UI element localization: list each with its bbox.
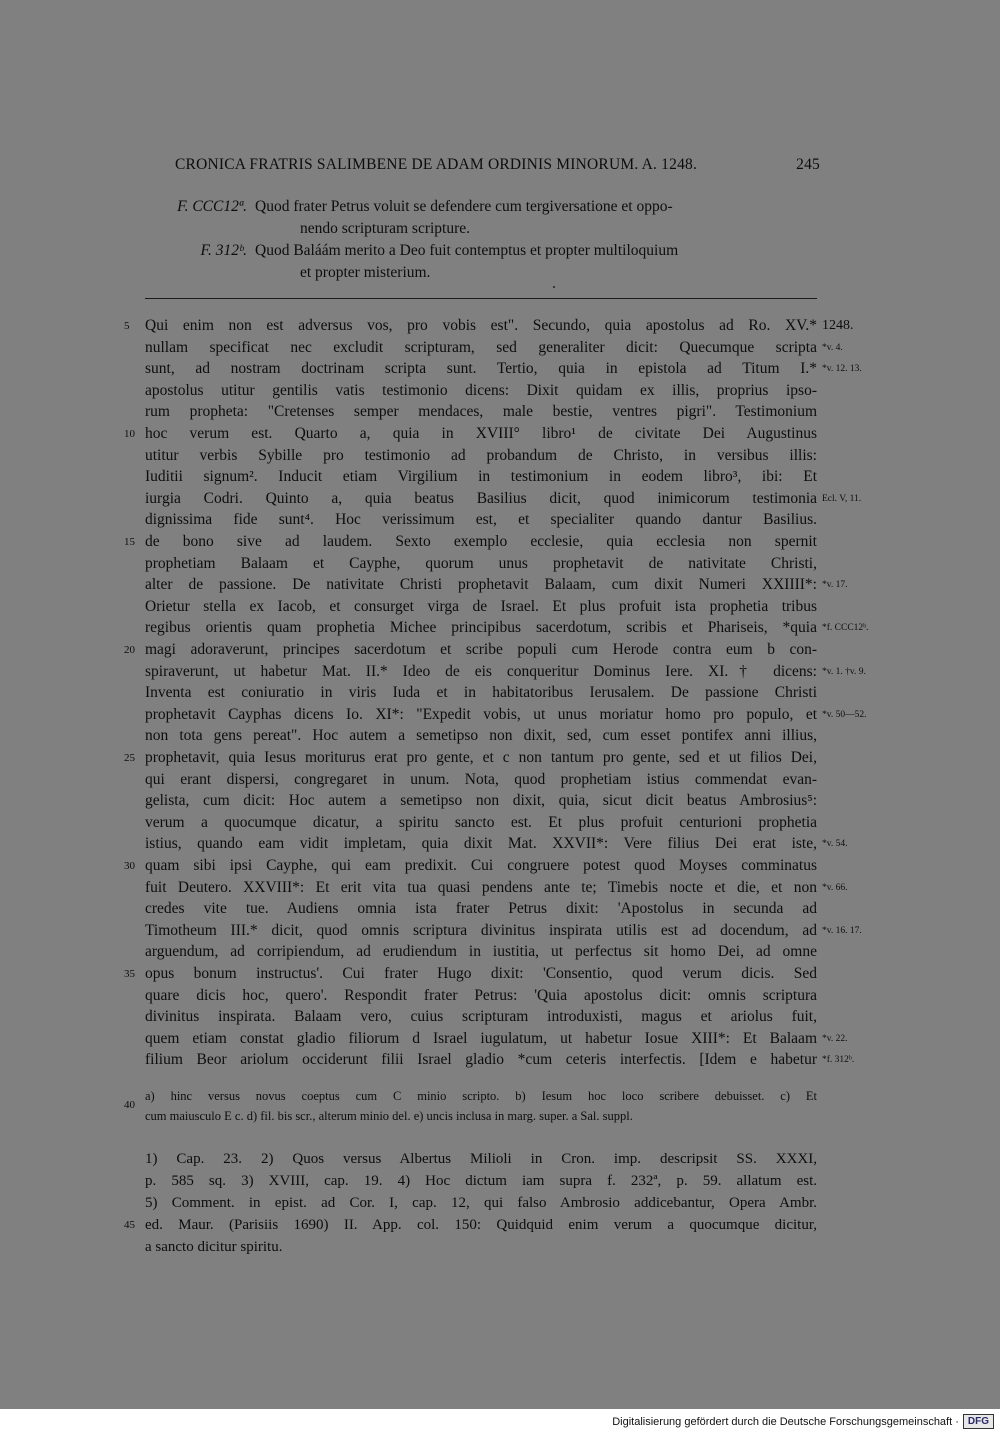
text-line: Iuditii signum². Inducit etiam Virgilium in testimonium in eodem libro³, ibi: Et [145, 468, 817, 485]
ink-speck [553, 286, 555, 288]
margin-note: *v. 22. [822, 1034, 848, 1044]
text-line: prophetavit Cayphas dicens Io. XI*: "Expedit vobis, ut unus moriatur homo pro populo, et [145, 706, 817, 723]
text-line: Qui enim non est adversus vos, pro vobis est". Secundo, quia apostolus ad Ro. XV.* [145, 317, 817, 334]
margin-note: *v. 16. 17. [822, 926, 862, 936]
margin-note: *v. 54. [822, 839, 848, 849]
apparatus-line: a) hinc versus novus coeptus cum C minio scripto. b) Iesum hoc loco scribere debuisset. c) Et [145, 1089, 817, 1103]
text-line: sunt, ad nostram doctrinam scripta sunt. Tertio, quia in epistola ad Titum I.* [145, 360, 817, 377]
page-number: 245 [796, 156, 820, 173]
margin-note: 1248. [822, 318, 854, 333]
text-line: prophetiam Balaam et Cayphe, quorum unus prophetavit de nativitate Christi, [145, 555, 817, 572]
apparatus-line-number: 40 [124, 1099, 135, 1111]
text-line: credes vite tue. Audiens omnia ista frater Petrus dixit: 'Apostolus in secunda ad [145, 900, 817, 917]
text-line: regibus orientis quam prophetia Michee principibus sacerdotum, scribis et Phariseis, *quia [145, 619, 817, 636]
credit-text: Digitalisierung gefördert durch die Deutsche Forschungsgemeinschaft · [612, 1415, 959, 1428]
summary-text: Quod Baláám merito a Deo fuit contemptus et propter multiloquium [255, 242, 679, 259]
text-line: quam sibi ipsi Cayphe, qui eam predixit. Cui congruere potest quod Moyses comminatus [145, 857, 817, 874]
text-line: dignissima fide sunt⁴. Hoc verissimum est, et specialiter quando dantur Basilius. [145, 511, 817, 528]
line-number: 15 [124, 536, 135, 548]
text-line: qui erant dispersi, congregaret in unum. Nota, quod prophetiam istius commendat evan- [145, 771, 817, 788]
text-line: magi adoraverunt, principes sacerdotum et scribe populi cum Herode contra eum b con- [145, 641, 817, 658]
text-line: spiraverunt, ut habetur Mat. II.* Ideo de eis conqueritur Dominus Iere. XI.† dicens: [145, 663, 817, 680]
line-number: 5 [124, 320, 130, 332]
text-line: quare dicis hoc, quero'. Respondit frater Petrus: 'Quia apostolus dicit: omnis scriptura [145, 987, 817, 1004]
text-line: arguendum, ad corripiendum, ad erudiendum in iustitia, ut perfectus sit homo Dei, ad omne [145, 943, 817, 960]
margin-note: *f. CCC12ᵇ. [822, 623, 869, 633]
section-divider [145, 298, 817, 299]
footnote-line: p. 585 sq. 3) XVIII, cap. 19. 4) Hoc dictum iam supra f. 232ª, p. 59. allatum est. [145, 1173, 817, 1189]
line-number: 25 [124, 752, 135, 764]
digitization-credit-bar [0, 1409, 1000, 1434]
text-line: quem etiam constat gladio filiorum d Israel iugulatum, ut habetur Iosue XIII*: Et Balaam [145, 1030, 817, 1047]
text-line: prophetavit, quia Iesus moriturus erat pro gente, et c non tantum pro gente, sed et ut filios Dei, [145, 749, 817, 766]
text-line: Inventa est coniuratio in viris Iuda et in habitatoribus Ierusalem. De passione Christi [145, 684, 817, 701]
folio-ref: F. 312ᵇ. [200, 242, 247, 259]
line-number: 35 [124, 968, 135, 980]
margin-note: *v. 1. †v. 9. [822, 667, 866, 677]
text-line: rum propheta: "Cretenses semper mendaces, male bestie, ventres pigri". Testimonium [145, 403, 817, 420]
chapter-summary-2 [145, 240, 820, 284]
text-line: Orietur stella ex Iacob, et consurget virga de Israel. Et plus profuit ista prophetia tribus [145, 598, 817, 615]
margin-note: *v. 12. 13. [822, 364, 862, 374]
running-title: CRONICA FRATRIS SALIMBENE DE ADAM ORDINIS MINORUM. A. 1248. [175, 156, 698, 173]
margin-note: *f. 312ᵇ. [822, 1055, 855, 1065]
text-line: opus bonum instructus'. Cui frater Hugo dixit: 'Consentio, quod verum dicis. Sed [145, 965, 817, 982]
text-line: Timotheum III.* dicit, quod omnis scriptura divinitus inspirata utilis est ad docendum, ad [145, 922, 817, 939]
margin-note: *v. 66. [822, 883, 848, 893]
text-line: non tota gens pereat". Hoc autem a semetipso non dixit, sed, cum esset pontifex anni illius, [145, 727, 817, 744]
summary-text-cont: et propter misterium. [300, 264, 431, 281]
text-line: filium Beor ariolum occiderunt filii Israel gladio *cum ceteris interfectis. [Idem e habetur [145, 1051, 817, 1068]
chapter-summary-1 [145, 196, 820, 240]
text-line: hoc verum est. Quarto a, quia in XVIII° libro¹ de civitate Dei Augustinus [145, 425, 817, 442]
footnote-line-number: 45 [124, 1219, 135, 1231]
text-line: istius, quando eam vidit impletam, quia dixit Mat. XXVII*: Vere filius Dei erat iste, [145, 835, 817, 852]
text-line: de bono sive ad laudem. Sexto exemplo ecclesie, quia ecclesia non spernit [145, 533, 817, 550]
margin-note: Ecl. V, 11. [822, 494, 862, 504]
line-number: 30 [124, 860, 135, 872]
dfg-logo: DFG [963, 1414, 994, 1429]
line-number: 20 [124, 644, 135, 656]
margin-note: *v. 50—52. [822, 710, 867, 720]
footnote-line: a sancto dicitur spiritu. [145, 1239, 283, 1255]
text-line: nullam specificat nec excludit scripturam, sed generaliter dicit: Quecumque scripta [145, 339, 817, 356]
text-line: utitur verbis Sybille pro testimonio ad probandum de Christo, in versibus illis: [145, 447, 817, 464]
margin-note: *v. 4. [822, 343, 843, 353]
apparatus-line: cum maiusculo E c. d) fil. bis scr., alterum minio del. e) uncis inclusa in marg. super. a Sal. suppl. [145, 1109, 633, 1123]
footnote-line: ed. Maur. (Parisiis 1690) II. App. col. 150: Quidquid enim verum a quocumque dicitur, [145, 1217, 817, 1233]
folio-ref: F. CCC12ª. [177, 198, 247, 215]
text-line: alter de passione. De nativitate Christi prophetavit Balaam, cum dixit Numeri XXIIII*: [145, 576, 817, 593]
summary-text-cont: nendo scripturam scripture. [300, 220, 471, 237]
text-line: fuit Deutero. XXVIII*: Et erit vita tua quasi pendens ante te; Timebis nocte et die, et non [145, 879, 817, 896]
text-line: gelista, cum dicit: Hoc autem a semetipso non dixit, quia, sicut dicit beatus Ambrosius⁵: [145, 792, 817, 809]
footnote-line: 1) Cap. 23. 2) Quos versus Albertus Milioli in Cron. imp. descripsit SS. XXXI, [145, 1151, 817, 1167]
text-line: verum a quocumque dicatur, a spiritu sancto est. Et plus profuit centurioni prophetia [145, 814, 817, 831]
text-line: apostolus utitur gentilis vatis testimonio dicens: Dixit quidam ex illis, proprius ipso- [145, 382, 817, 399]
footnote-line: 5) Comment. in epist. ad Cor. I, cap. 12, qui falso Ambrosio addicebantur, Opera Ambr. [145, 1195, 817, 1211]
margin-note: *v. 17. [822, 580, 848, 590]
line-number: 10 [124, 428, 135, 440]
text-line: divinitus inspirata. Balaam vero, cuius scripturam introduxisti, magus et ariolus fuit, [145, 1008, 817, 1025]
running-header [175, 156, 820, 174]
summary-text: Quod frater Petrus voluit se defendere cum tergiversatione et oppo- [255, 198, 673, 215]
text-line: iurgia Codri. Quinto a, quia beatus Basilius dicit, quod inimicorum testimonia [145, 490, 817, 507]
